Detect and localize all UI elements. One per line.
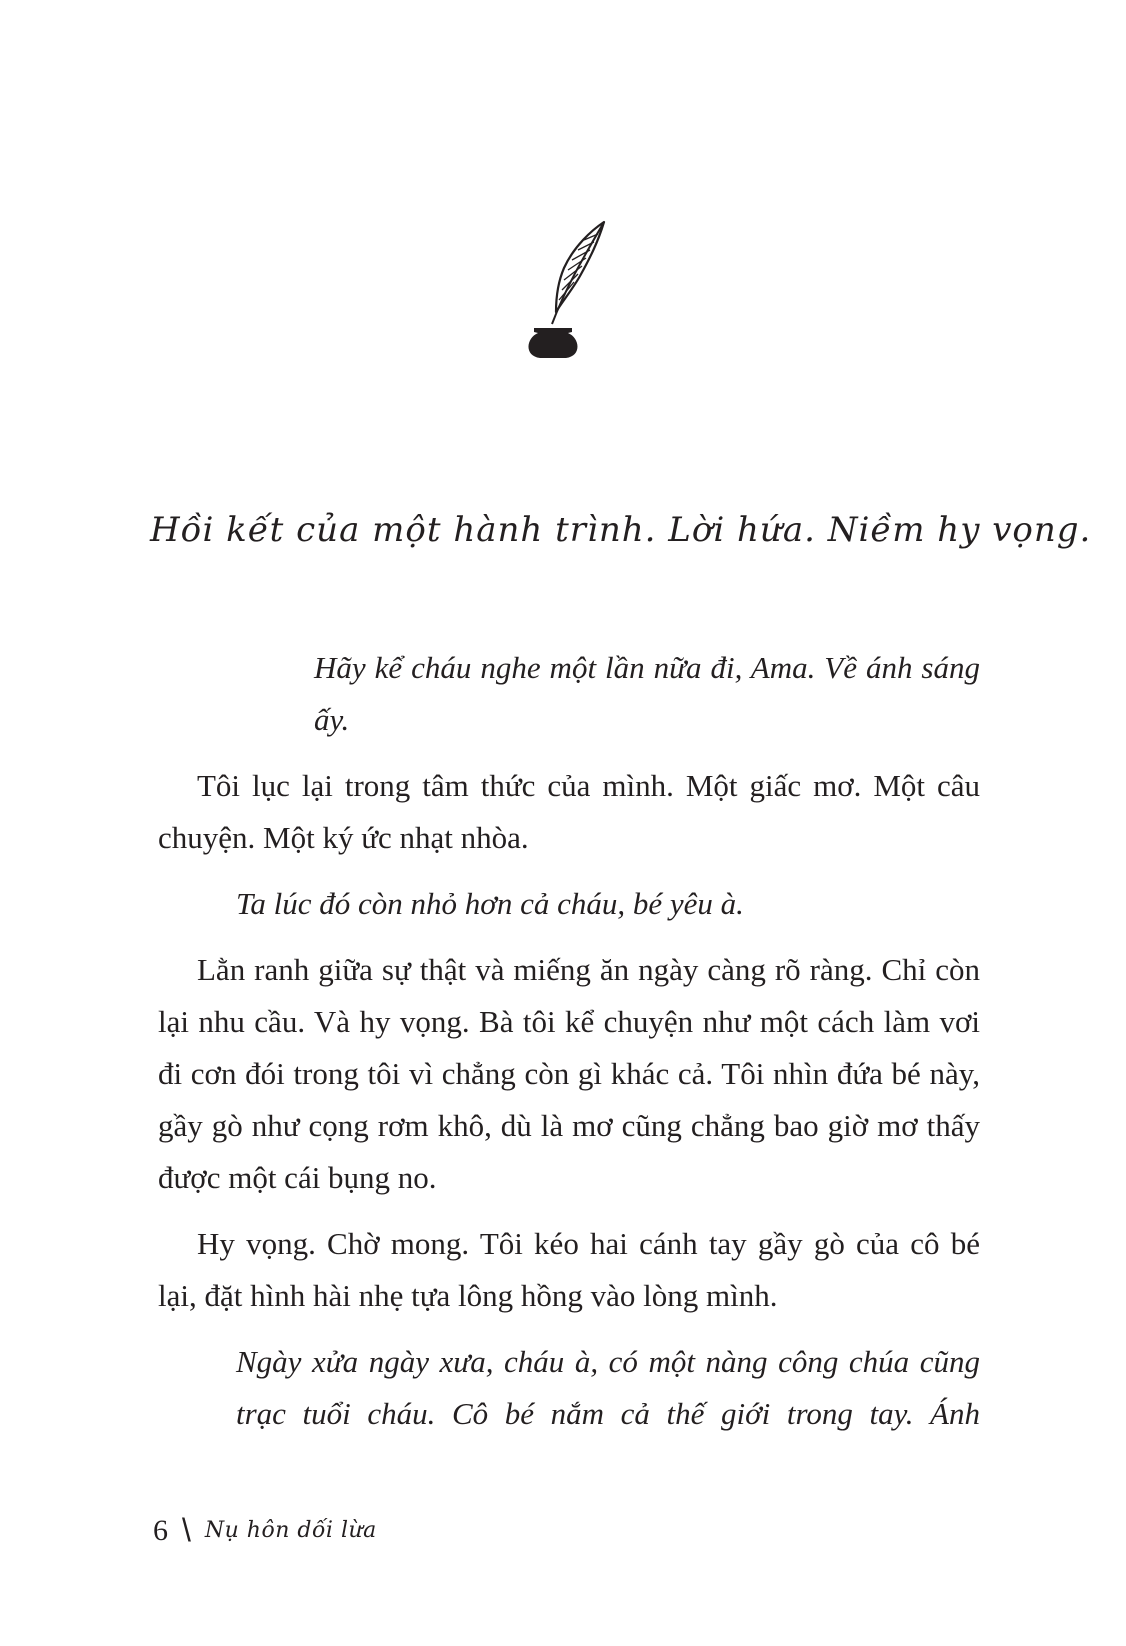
page-number: 6 — [153, 1513, 168, 1547]
italic-dialogue-paragraph: Hãy kể cháu nghe một lần nữa đi, Ama. Về ánh sáng ấy. — [314, 650, 980, 737]
quill-inkpot-icon — [522, 220, 612, 360]
body-paragraph: Lằn ranh giữa sự thật và miếng ăn ngày càng rõ ràng. Chỉ còn lại nhu cầu. Và hy vọng. Bà tôi kể chuyện như một cách làm vơi đi cơn đói trong tôi vì chẳng còn gì khác cả. Tôi nhìn đứa bé này, gầy gò như cọng rơm khô, dù là mơ cũng chẳng bao giờ mơ thấy được một cái bụng no. — [158, 952, 980, 1195]
running-book-title: Nụ hôn dối lừa — [204, 1518, 377, 1543]
body-text — [158, 642, 980, 1440]
body-paragraph: Tôi lục lại trong tâm thức của mình. Một giấc mơ. Một câu chuyện. Một ký ức nhạt nhòa. — [158, 768, 980, 855]
italic-dialogue-paragraph: Ngày xửa ngày xưa, cháu à, có một nàng công chúa cũng trạc tuổi cháu. Cô bé nắm cả thế giới trong tay. Ánh — [236, 1344, 980, 1431]
page-footer — [153, 1512, 377, 1549]
footer-separator: \ — [182, 1512, 191, 1548]
chapter-heading: Hồi kết của một hành trình. Lời hứa. Niềm hy vọng. — [150, 510, 1092, 550]
italic-dialogue-paragraph: Ta lúc đó còn nhỏ hơn cả cháu, bé yêu à. — [236, 886, 744, 921]
body-paragraph: Hy vọng. Chờ mong. Tôi kéo hai cánh tay gầy gò của cô bé lại, đặt hình hài nhẹ tựa lông hồng vào lòng mình. — [158, 1226, 980, 1313]
